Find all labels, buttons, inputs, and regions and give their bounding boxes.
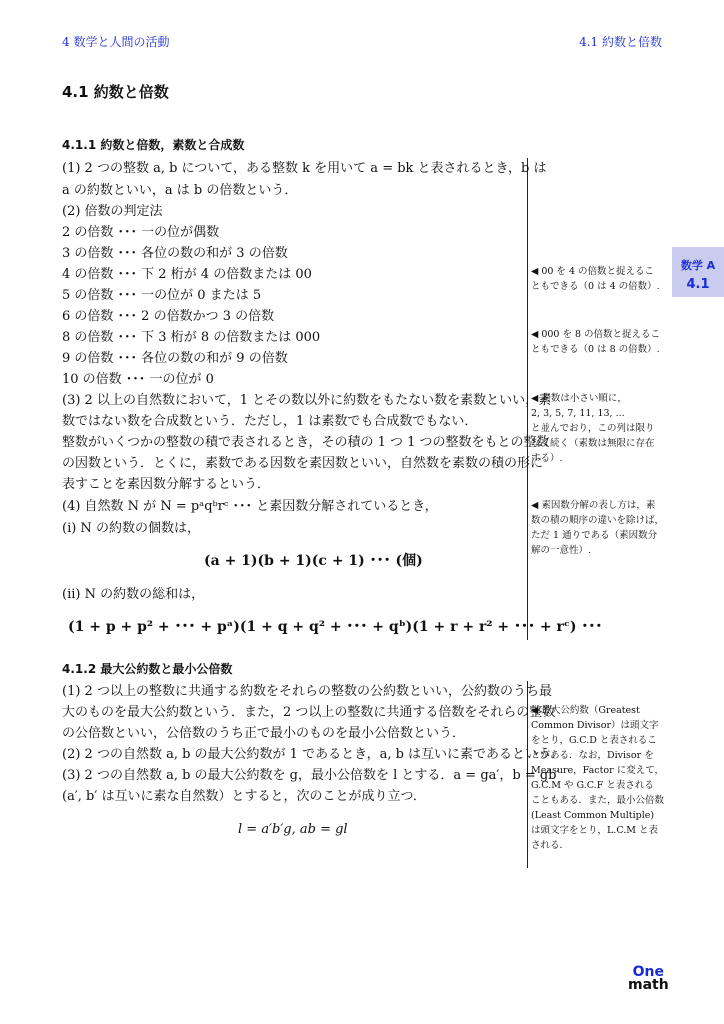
text-line: 8 の倍数 ･･･ 下 3 桁が 8 の倍数または 000 — [62, 330, 321, 345]
text-line: 6 の倍数 ･･･ 2 の倍数かつ 3 の倍数 — [62, 309, 275, 324]
subsection-title-1: 4.1.1 約数と倍数，素数と合成数 — [62, 138, 245, 152]
note-line: する）. — [531, 453, 563, 464]
margin-note-primes — [531, 391, 666, 466]
text-line: (3) 2 つの自然数 a, b の最大公約数を g，最小公倍数を l とする．a = ga′，b = gb′ — [62, 768, 560, 783]
note-line: とがある．なお，Divisor を — [531, 750, 654, 761]
side-tab-label: 数学 A — [680, 259, 716, 272]
text-line: 2 の倍数 ･･･ 一の位が偶数 — [62, 225, 220, 240]
note-line: (Least Common Multiple) — [531, 810, 655, 821]
text-line: (3) 2 以上の自然数において，1 とその数以外に約数をもたない数を素数といい，素 — [62, 393, 552, 408]
note-line: こともある．また，最小公倍数 — [531, 795, 665, 806]
text-line: 大のものを最大公約数という．また，2 つ以上の整数に共通する倍数をそれらの整数 — [62, 705, 556, 720]
note-line: ◀ 素因数分解の表し方は，素 — [531, 500, 656, 511]
text-line: 表すことを素因数分解するという． — [62, 477, 271, 492]
equation-divisor-count: (a + 1)(b + 1)(c + 1) ･･･ (個) — [204, 553, 423, 569]
note-line: は頭文字をとり，L.C.M と表 — [531, 825, 659, 836]
text-line: (2) 倍数の判定法 — [62, 204, 163, 219]
note-line: ◀ 最大公約数（Greatest — [531, 705, 640, 716]
text-line: (i) N の約数の個数は， — [62, 521, 200, 536]
note-line: なく続く（素数は無限に存在 — [531, 438, 655, 449]
text-line: (1) 2 つ以上の整数に共通する約数をそれらの整数の公約数といい，公約数のうち最 — [62, 684, 552, 699]
note-line: Measure，Factor に変えて， — [531, 765, 665, 776]
text-line: 10 の倍数 ･･･ 一の位が 0 — [62, 372, 214, 387]
running-header-section: 4.1 約数と倍数 — [579, 35, 662, 49]
text-line: a の約数といい，a は b の倍数という． — [62, 183, 298, 198]
note-line: 解の一意性）. — [531, 545, 592, 556]
margin-note-factorization — [531, 498, 666, 558]
note-line: ◀ 000 を 8 の倍数と捉えるこ — [531, 329, 661, 340]
text-line: 5 の倍数 ･･･ 一の位が 0 または 5 — [62, 288, 262, 303]
text-line: (2) 2 つの自然数 a, b の最大公約数が 1 であるとき，a, b は互いに素であるという． — [62, 747, 565, 762]
equation-gcd-lcm: l = a′b′g, ab = gl — [238, 822, 348, 837]
margin-note-gcd-lcm — [531, 703, 666, 853]
brand-logo — [628, 966, 669, 992]
logo-top: One — [632, 964, 665, 980]
note-line: ◀ 00 を 4 の倍数と捉えるこ — [531, 266, 655, 277]
running-header-chapter: 4 数学と人間の活動 — [62, 35, 170, 49]
text-line: 4 の倍数 ･･･ 下 2 桁が 4 の倍数または 00 — [62, 267, 312, 282]
section-title: 4.1 約数と倍数 — [62, 83, 169, 101]
note-line: ◀ 素数は小さい順に， — [531, 393, 627, 404]
side-tab-number: 4.1 — [686, 277, 710, 292]
note-line: ともできる（0 は 8 の倍数）. — [531, 344, 660, 355]
note-line: と並んでおり，この列は限り — [531, 423, 655, 434]
note-line: される． — [531, 840, 570, 851]
subsection-title-2: 4.1.2 最大公約数と最小公倍数 — [62, 662, 233, 676]
margin-note-multiple-of-4 — [531, 264, 666, 294]
note-line: ただ 1 通りである（素因数分 — [531, 530, 658, 541]
note-line: をとり，G.C.D と表されるこ — [531, 735, 657, 746]
side-tab — [672, 247, 724, 297]
note-line: ともできる（0 は 4 の倍数）. — [531, 281, 660, 292]
text-line: の因数という．とくに，素数である因数を素因数といい，自然数を素数の積の形に — [62, 456, 544, 471]
note-line: Common Divisor）は頭文字 — [531, 720, 659, 731]
text-line: の公倍数といい，公倍数のうち正で最小のものを最小公倍数という． — [62, 726, 466, 741]
text-line: 数ではない数を合成数という．ただし，1 は素数でも合成数でもない． — [62, 414, 478, 429]
text-line: (ii) N の約数の総和は， — [62, 587, 205, 602]
margin-note-multiple-of-8 — [531, 327, 666, 357]
text-line: 9 の倍数 ･･･ 各位の数の和が 9 の倍数 — [62, 351, 288, 366]
note-line: 2, 3, 5, 7, 11, 13, ... — [531, 408, 625, 419]
text-line: 整数がいくつかの整数の積で表されるとき，その積の 1 つ 1 つの整数をもとの整数 — [62, 435, 550, 450]
note-line: G.C.M や G.C.F と表される — [531, 780, 654, 791]
text-line: (a′, b′ は互いに素な自然数）とすると，次のことが成り立つ． — [62, 789, 426, 804]
text-line: (4) 自然数 N が N = pᵃqᵇrᶜ ･･･ と素因数分解されているとき， — [62, 499, 438, 514]
text-line: 3 の倍数 ･･･ 各位の数の和が 3 の倍数 — [62, 246, 288, 261]
text-line: (1) 2 つの整数 a, b について，ある整数 k を用いて a = bk と表されるとき，b は — [62, 161, 547, 176]
logo-bottom: math — [628, 977, 669, 993]
equation-divisor-sum: (1 + p + p² + ･･･ + pᵃ)(1 + q + q² + ･･･ + qᵇ)(1 + r + r² + ･･･ + rᶜ) ･･･ — [68, 619, 603, 635]
note-line: 数の積の順序の違いを除けば， — [531, 515, 665, 526]
